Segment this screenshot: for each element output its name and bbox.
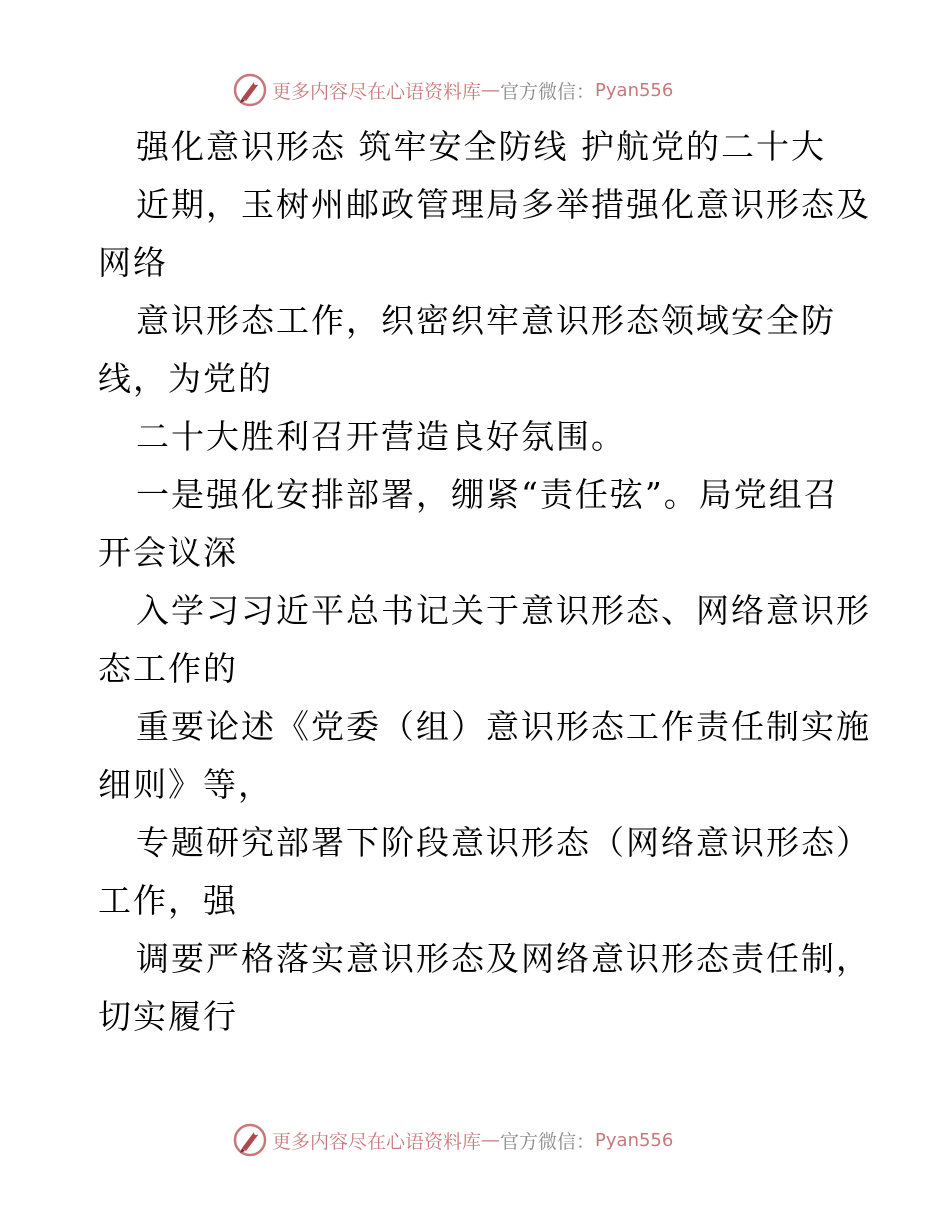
paragraph-line: 调要严格落实意识形态及网络意识形态责任制， [136,939,871,978]
paragraph-line: 近期，玉树州邮政管理局多举措强化意识形态及 [136,185,871,224]
paragraph-line: 态工作的 [98,649,238,688]
paragraph-line: 网络 [98,243,168,282]
paragraph-line: 二十大胜利召开营造良好氛围。 [136,417,626,456]
paragraph-line: 切实履行 [98,997,238,1036]
document-title-line: 强化意识形态 筑牢安全防线 护航党的二十大 [136,127,826,166]
paragraph-line: 一是强化安排部署，绷紧“责任弦”。局党组召 [136,475,839,514]
paragraph-line: 工作，强 [98,881,238,920]
watermark-account: Pyan556 [595,1129,674,1151]
pen-logo-icon [232,72,268,108]
watermark-label: 官方微信： [500,1130,596,1153]
watermark-separator: — [481,1129,501,1151]
paragraph-line: 意识形态工作，织密织牢意识形态领域安全防 [136,301,836,340]
pen-logo-icon [232,1122,268,1158]
watermark-account: Pyan556 [595,79,674,101]
watermark-header [232,70,752,110]
paragraph-line: 线，为党的 [98,359,273,398]
watermark-main-text: 更多内容尽在心语资料库 [272,80,482,103]
paragraph-line: 重要论述《党委（组）意识形态工作责任制实施 [136,707,871,746]
watermark-separator: — [481,79,501,101]
document-body [98,118,871,1046]
watermark-label: 官方微信： [500,80,596,103]
paragraph-line: 细则》等， [98,765,273,804]
paragraph-line: 入学习习近平总书记关于意识形态、网络意识形 [136,591,871,630]
paragraph-line: 专题研究部署下阶段意识形态（网络意识形态） [136,823,871,862]
paragraph-line: 开会议深 [98,533,238,572]
watermark-main-text: 更多内容尽在心语资料库 [272,1130,482,1153]
watermark-footer [232,1120,752,1160]
